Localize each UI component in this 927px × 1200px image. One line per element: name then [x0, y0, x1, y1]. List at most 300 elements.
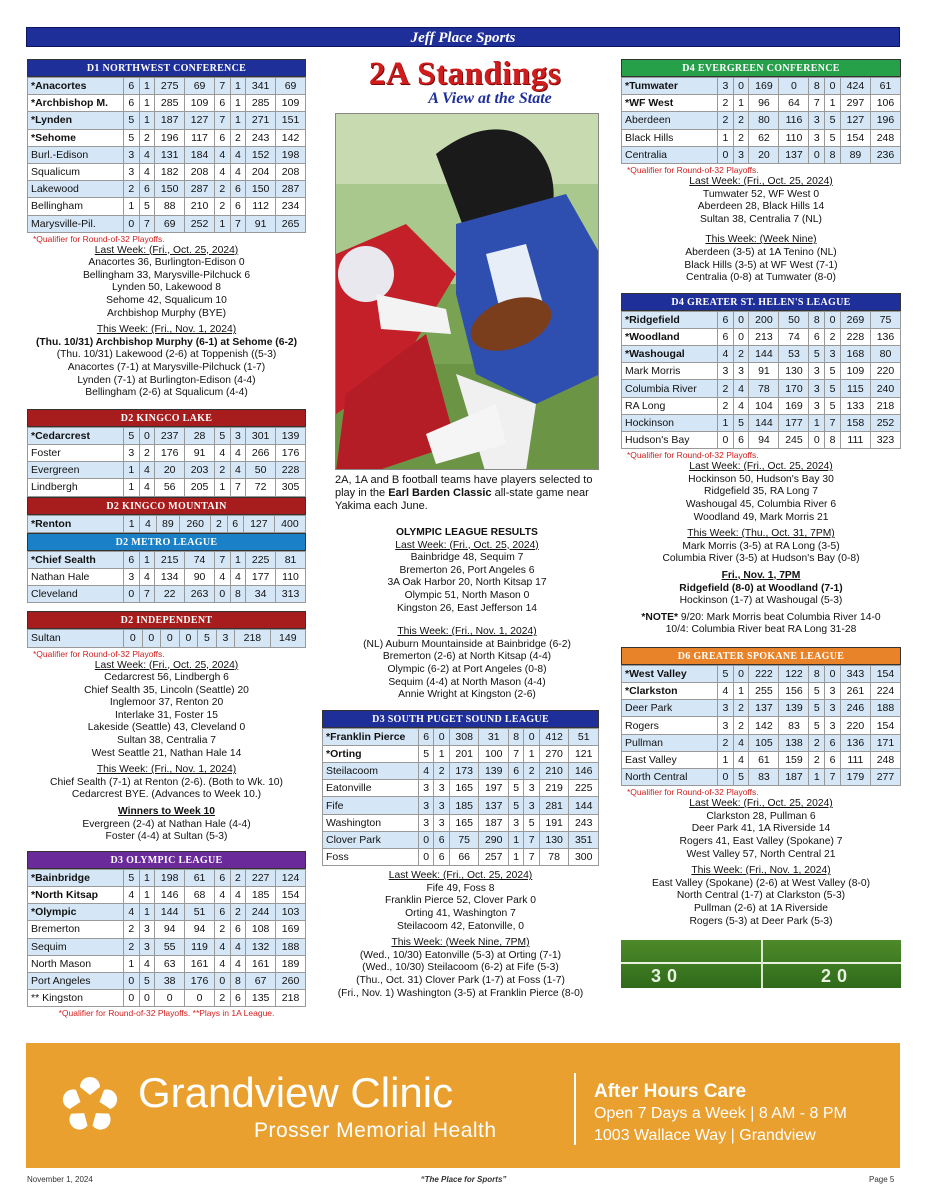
- result-line: Aberdeen (3-5) at 1A Tenino (NL): [685, 246, 837, 258]
- table-row: [622, 683, 901, 700]
- table-row: [323, 763, 599, 780]
- table-row: [28, 146, 306, 163]
- stat-cell: 182: [155, 163, 185, 180]
- clinic-name: Grandview Clinic: [138, 1069, 454, 1116]
- stat-cell: 1: [124, 462, 140, 479]
- stat-cell: 198: [276, 146, 306, 163]
- stat-cell: 55: [155, 938, 185, 955]
- stat-cell: 243: [246, 129, 276, 146]
- stat-cell: 4: [139, 462, 155, 479]
- stat-cell: 1: [230, 95, 246, 112]
- stat-cell: 5: [198, 630, 217, 647]
- result-line: Washougal 45, Columbia River 6: [685, 498, 837, 510]
- stat-cell: 2: [809, 734, 825, 751]
- stat-cell: 5: [124, 129, 140, 146]
- result-line: 3A Oak Harbor 20, North Kitsap 17: [387, 577, 547, 589]
- stat-cell: 248: [870, 751, 900, 768]
- stat-cell: 154: [276, 887, 306, 904]
- team-name: *Washougal: [622, 346, 718, 363]
- evergreen-header: D4 EVERGREEN CONFERENCE: [621, 59, 901, 77]
- stat-cell: 287: [185, 181, 215, 198]
- stat-cell: 7: [214, 551, 230, 568]
- stat-cell: 61: [870, 78, 900, 95]
- stat-cell: 2: [124, 938, 140, 955]
- table-row: [28, 112, 306, 129]
- stat-cell: 61: [185, 869, 215, 886]
- stat-cell: 1: [124, 955, 140, 972]
- stat-cell: 176: [155, 445, 185, 462]
- stat-cell: 6: [230, 181, 246, 198]
- result-line: East Valley (Spokane) (2-6) at West Valley (8-0): [651, 877, 871, 889]
- team-name: *Archbishop M.: [28, 95, 124, 112]
- stat-cell: 2: [139, 445, 155, 462]
- stat-cell: 154: [840, 129, 870, 146]
- stat-cell: 154: [870, 717, 900, 734]
- result-line: Sultan 38, Centralia 7 (NL): [700, 213, 822, 225]
- stat-cell: 7: [825, 769, 841, 786]
- stat-cell: 3: [434, 797, 449, 814]
- metro-table: [27, 551, 306, 604]
- team-name: Clover Park: [323, 831, 419, 848]
- table-row: [622, 769, 901, 786]
- stat-cell: 171: [870, 734, 900, 751]
- stat-cell: 7: [524, 831, 539, 848]
- stat-cell: 144: [749, 414, 779, 431]
- stat-cell: 4: [139, 479, 155, 496]
- stat-cell: 424: [840, 78, 870, 95]
- stat-cell: 1: [809, 414, 825, 431]
- stat-cell: 106: [870, 95, 900, 112]
- result-line: Hockinson 50, Hudson's Bay 30: [688, 473, 834, 485]
- stat-cell: 196: [870, 112, 900, 129]
- stat-cell: 74: [779, 328, 809, 345]
- stat-cell: 5: [825, 397, 841, 414]
- stat-cell: 2: [718, 397, 734, 414]
- stat-cell: 255: [749, 683, 779, 700]
- stat-cell: 4: [230, 146, 246, 163]
- table-row: [323, 849, 599, 866]
- team-name: Sequim: [28, 938, 124, 955]
- stat-cell: 2: [733, 346, 749, 363]
- stat-cell: 0: [733, 78, 749, 95]
- table-row: [622, 414, 901, 431]
- after-hours-title: After Hours Care: [594, 1081, 747, 1102]
- stat-cell: 3: [508, 814, 523, 831]
- stat-cell: 69: [185, 78, 215, 95]
- table-row: [622, 700, 901, 717]
- spsl-header: D3 SOUTH PUGET SOUND LEAGUE: [322, 710, 599, 728]
- stat-cell: 28: [185, 427, 215, 444]
- stat-cell: 94: [749, 432, 779, 449]
- stat-cell: 53: [779, 346, 809, 363]
- stat-cell: 1: [230, 78, 246, 95]
- stat-cell: 3: [419, 780, 434, 797]
- d1-results: Last Week: (Fri., Oct. 25, 2024) Anacortes 36, Burlington-Edison 0 Bellingham 33, Marysville-Pilchuck 6 Lynden 50, Lakewood 8 Sehome 42, Squalicum 10 Archbishop Murphy (BYE) This Week: (Fri., Nov. 1, 2024) (Thu. 10/31) Archbishop Murphy (6-1) at Sehome (6-2) (Thu. 10/31) Lakewood (2-6) at Toppenish ((5-3) Anacortes (7-1) at Marysville-Pilchuck (1-7) Lynden (7-1) at Burlington-Edison (4-4) Bellingham (2-6) at Squalicum (4-4): [27, 245, 306, 400]
- stat-cell: 146: [155, 887, 185, 904]
- stat-cell: 169: [276, 921, 306, 938]
- stat-cell: 108: [246, 921, 276, 938]
- stat-cell: 260: [276, 972, 306, 989]
- stat-cell: 8: [809, 78, 825, 95]
- clinic-address: 1003 Wallace Way | Grandview: [594, 1127, 816, 1144]
- stat-cell: 3: [809, 380, 825, 397]
- stat-cell: 1: [434, 745, 449, 762]
- result-line: Aberdeen 28, Black Hills 14: [697, 201, 825, 213]
- stat-cell: 3: [124, 445, 140, 462]
- evergreen-results: Last Week: (Fri., Oct. 25, 2024) Tumwater 52, WF West 0 Aberdeen 28, Black Hills 14 Sultan 38, Centralia 7 (NL) This Week: (Week Nine) Aberdeen (3-5) at 1A Tenino (NL) Black Hills (3-5) at WF West (7-1) Centralia (0-8) at Tumwater (8-0): [621, 176, 901, 285]
- stat-cell: 91: [246, 215, 276, 232]
- stat-cell: 245: [779, 432, 809, 449]
- stat-cell: 1: [124, 479, 140, 496]
- stat-cell: 0: [809, 146, 825, 163]
- stat-cell: 116: [779, 112, 809, 129]
- stat-cell: 63: [155, 955, 185, 972]
- stat-cell: 188: [870, 700, 900, 717]
- stat-cell: 5: [825, 380, 841, 397]
- stat-cell: 38: [155, 972, 185, 989]
- stat-cell: 3: [124, 146, 140, 163]
- stat-cell: 5: [809, 346, 825, 363]
- sthelens-results: Last Week: (Fri., Oct. 25, 2024) Hockinson 50, Hudson's Bay 30 Ridgefield 35, RA Long 7 Washougal 45, Columbia River 6 Woodland 49, Mark Morris 21 This Week: (Thu., Oct. 31, 7PM) Mark Morris (3-5) at RA Long (3-5) Columbia River (3-5) at Hudson's Bay (0-8) Fri., Nov. 1, 7PM Ridgefield (8-0) at Woodland (7-1) Hockinson (1-7) at Washougal (5-3) *NOTE* 9/20: Mark Morris beat Columbia River 14-0 10/4: Columbia River beat RA Long 31-28: [621, 461, 901, 637]
- result-line: Mark Morris (3-5) at RA Long (3-5): [682, 540, 840, 552]
- stat-cell: 1: [825, 95, 841, 112]
- table-row: [323, 780, 599, 797]
- stat-cell: 0: [142, 630, 161, 647]
- stat-cell: 151: [276, 112, 306, 129]
- result-line: Franklin Pierce 52, Clover Park 0: [384, 895, 537, 907]
- stat-cell: 4: [214, 146, 230, 163]
- clinic-logo-icon: [58, 1073, 122, 1137]
- stat-cell: 150: [246, 181, 276, 198]
- stat-cell: 176: [276, 445, 306, 462]
- team-name: *Ridgefield: [622, 311, 718, 328]
- table-row: [622, 346, 901, 363]
- stat-cell: 130: [539, 831, 569, 848]
- team-name: Steilacoom: [323, 763, 419, 780]
- stat-cell: 139: [779, 700, 809, 717]
- stat-cell: 144: [155, 904, 185, 921]
- stat-cell: 127: [243, 515, 274, 532]
- stat-cell: 4: [139, 955, 155, 972]
- stat-cell: 266: [246, 445, 276, 462]
- kingco-mountain-table: [27, 515, 306, 533]
- table-row: [622, 146, 901, 163]
- stat-cell: 3: [524, 780, 539, 797]
- result-line: Lynden 50, Lakewood 8: [112, 282, 221, 294]
- stat-cell: 2: [733, 700, 749, 717]
- stat-cell: 224: [870, 683, 900, 700]
- stat-cell: 50: [246, 462, 276, 479]
- stat-cell: 0: [434, 728, 449, 745]
- stat-cell: 132: [246, 938, 276, 955]
- stat-cell: 1: [139, 112, 155, 129]
- stat-cell: 6: [718, 311, 734, 328]
- stat-cell: 2: [214, 921, 230, 938]
- stat-cell: 4: [214, 445, 230, 462]
- stat-cell: 2: [434, 763, 449, 780]
- stat-cell: 189: [276, 955, 306, 972]
- stat-cell: 6: [825, 734, 841, 751]
- stat-cell: 1: [508, 831, 523, 848]
- stat-cell: 109: [185, 95, 215, 112]
- grandview-clinic-ad[interactable]: [26, 1043, 900, 1168]
- stat-cell: 0: [139, 427, 155, 444]
- stat-cell: 3: [139, 938, 155, 955]
- stat-cell: 4: [214, 955, 230, 972]
- stat-cell: 281: [539, 797, 569, 814]
- stat-cell: 4: [214, 163, 230, 180]
- stat-cell: 112: [246, 198, 276, 215]
- stat-cell: 187: [155, 112, 185, 129]
- stat-cell: 6: [230, 990, 246, 1007]
- stat-cell: 6: [214, 95, 230, 112]
- stat-cell: 137: [779, 146, 809, 163]
- result-line: Steilacoom 42, Eatonville, 0: [396, 920, 525, 932]
- result-line: Foster (4-4) at Sultan (5-3): [105, 831, 228, 843]
- team-name: Deer Park: [622, 700, 718, 717]
- stat-cell: 2: [139, 129, 155, 146]
- stat-cell: 0: [124, 586, 140, 603]
- stat-cell: 218: [235, 630, 270, 647]
- team-name: *Bainbridge: [28, 869, 124, 886]
- stat-cell: 5: [733, 414, 749, 431]
- stat-cell: 2: [230, 904, 246, 921]
- stat-cell: 305: [276, 479, 306, 496]
- stat-cell: 220: [840, 717, 870, 734]
- ad-divider: [574, 1073, 576, 1145]
- table-row: [28, 78, 306, 95]
- stat-cell: 4: [733, 380, 749, 397]
- stat-cell: 197: [479, 780, 509, 797]
- spsl-results: Last Week: (Fri., Oct. 25, 2024) Fife 49, Foss 8 Franklin Pierce 52, Clover Park 0 Orting 41, Washington 7 Steilacoom 42, Eatonville, 0 This Week: (Week Nine, 7PM) (Wed., 10/30) Eatonville (5-3) at Orting (7-1) (Wed., 10/30) Steilacoom (6-2) at Fife (5-3) (Thu., Oct. 31) Clover Park (1-7) at Foss (1-7) (Fri., Nov. 1) Washington (3-5) at Franklin Pierce (8-0): [322, 870, 599, 1000]
- table-row: [28, 479, 306, 496]
- team-name: ** Kingston: [28, 990, 124, 1007]
- result-line: Pullman (2-6) at 1A Riverside: [694, 902, 828, 914]
- stat-cell: 3: [825, 700, 841, 717]
- stat-cell: 400: [274, 515, 305, 532]
- team-name: Black Hills: [622, 129, 718, 146]
- table-row: [28, 869, 306, 886]
- stat-cell: 69: [155, 215, 185, 232]
- stat-cell: 5: [214, 427, 230, 444]
- stat-cell: 0: [124, 990, 140, 1007]
- stat-cell: 220: [870, 363, 900, 380]
- team-name: *Orting: [323, 745, 419, 762]
- stat-cell: 2: [124, 181, 140, 198]
- stat-cell: 121: [569, 745, 599, 762]
- stat-cell: 323: [870, 432, 900, 449]
- table-row: [28, 462, 306, 479]
- stat-cell: 5: [825, 112, 841, 129]
- stat-cell: 105: [749, 734, 779, 751]
- stat-cell: 8: [825, 146, 841, 163]
- right-column: [621, 59, 901, 988]
- result-line: Bainbridge 48, Sequim 7: [410, 552, 524, 564]
- stat-cell: 69: [276, 78, 306, 95]
- stat-cell: 228: [840, 328, 870, 345]
- left-column: [27, 59, 306, 1019]
- stat-cell: 5: [124, 427, 140, 444]
- stat-cell: 142: [749, 717, 779, 734]
- footer-date: November 1, 2024: [27, 1175, 93, 1184]
- stat-cell: 67: [246, 972, 276, 989]
- stat-cell: 127: [840, 112, 870, 129]
- stat-cell: 109: [276, 95, 306, 112]
- table-row: [28, 921, 306, 938]
- stat-cell: 200: [749, 311, 779, 328]
- stat-cell: 138: [779, 734, 809, 751]
- stat-cell: 1: [524, 745, 539, 762]
- stat-cell: 191: [539, 814, 569, 831]
- stat-cell: 2: [524, 763, 539, 780]
- stat-cell: 225: [246, 551, 276, 568]
- result-line: West Valley 57, North Central 21: [686, 848, 836, 860]
- stat-cell: 0: [718, 146, 734, 163]
- stat-cell: 177: [779, 414, 809, 431]
- stat-cell: 3: [434, 814, 449, 831]
- stat-cell: 2: [214, 181, 230, 198]
- result-line: West Seattle 21, Nathan Hale 14: [91, 747, 242, 759]
- stat-cell: 139: [479, 763, 509, 780]
- stat-cell: 204: [246, 163, 276, 180]
- result-line: Inglemoor 37, Renton 20: [109, 697, 224, 709]
- stat-cell: 7: [139, 586, 155, 603]
- stat-cell: 0: [155, 990, 185, 1007]
- stat-cell: 4: [419, 763, 434, 780]
- stat-cell: 271: [246, 112, 276, 129]
- stat-cell: 6: [230, 921, 246, 938]
- stat-cell: 2: [733, 112, 749, 129]
- stat-cell: 22: [155, 586, 185, 603]
- middle-column: [320, 57, 610, 1000]
- result-line: Columbia River (3-5) at Hudson's Bay (0-8): [662, 553, 860, 565]
- team-name: North Mason: [28, 955, 124, 972]
- stat-cell: 263: [185, 586, 215, 603]
- stat-cell: 159: [779, 751, 809, 768]
- stat-cell: 88: [155, 198, 185, 215]
- result-line: Evergreen (2-4) at Nathan Hale (4-4): [82, 818, 251, 830]
- stat-cell: 228: [276, 462, 306, 479]
- stat-cell: 3: [825, 346, 841, 363]
- result-line: Sultan 38, Centralia 7: [116, 735, 217, 747]
- stat-cell: 4: [718, 346, 734, 363]
- stat-cell: 4: [718, 683, 734, 700]
- stat-cell: 0: [214, 586, 230, 603]
- table-row: [622, 328, 901, 345]
- stat-cell: 2: [718, 112, 734, 129]
- stat-cell: 134: [155, 568, 185, 585]
- kingco-mountain-header: D2 KINGCO MOUNTAIN: [27, 497, 306, 515]
- stat-cell: 161: [185, 955, 215, 972]
- stat-cell: 146: [569, 763, 599, 780]
- stat-cell: 8: [809, 311, 825, 328]
- stat-cell: 4: [140, 515, 156, 532]
- stat-cell: 196: [155, 129, 185, 146]
- stat-cell: 351: [569, 831, 599, 848]
- stat-cell: 270: [539, 745, 569, 762]
- table-row: [28, 568, 306, 585]
- stat-cell: 290: [479, 831, 509, 848]
- stat-cell: 2: [733, 129, 749, 146]
- stat-cell: 3: [139, 921, 155, 938]
- stat-cell: 297: [840, 95, 870, 112]
- table-row: [28, 938, 306, 955]
- stat-cell: 3: [809, 112, 825, 129]
- team-name: Foster: [28, 445, 124, 462]
- stat-cell: 0: [419, 849, 434, 866]
- team-name: Lindbergh: [28, 479, 124, 496]
- stat-cell: 225: [569, 780, 599, 797]
- stat-cell: 61: [749, 751, 779, 768]
- stat-cell: 213: [749, 328, 779, 345]
- gsl-note: *Qualifier for Round-of-32 Playoffs.: [627, 787, 759, 798]
- stat-cell: 188: [276, 938, 306, 955]
- stat-cell: 2: [733, 717, 749, 734]
- stat-cell: 6: [124, 551, 140, 568]
- stat-cell: 94: [155, 921, 185, 938]
- stat-cell: 115: [840, 380, 870, 397]
- team-name: Evergreen: [28, 462, 124, 479]
- stat-cell: 7: [214, 112, 230, 129]
- table-row: [622, 112, 901, 129]
- stat-cell: 80: [749, 112, 779, 129]
- team-name: Cleveland: [28, 586, 124, 603]
- stat-cell: 0: [809, 432, 825, 449]
- table-row: [622, 363, 901, 380]
- team-name: *Clarkston: [622, 683, 718, 700]
- stat-cell: 1: [508, 849, 523, 866]
- stat-cell: 170: [779, 380, 809, 397]
- team-name: Sultan: [28, 630, 124, 647]
- team-name: East Valley: [622, 751, 718, 768]
- clinic-subtitle: Prosser Memorial Health: [254, 1119, 497, 1142]
- stat-cell: 0: [124, 215, 140, 232]
- stat-cell: 275: [155, 78, 185, 95]
- table-row: [622, 734, 901, 751]
- stat-cell: 78: [539, 849, 569, 866]
- stat-cell: 222: [749, 665, 779, 682]
- stat-cell: 3: [825, 683, 841, 700]
- stat-cell: 1: [733, 683, 749, 700]
- stat-cell: 5: [139, 972, 155, 989]
- stat-cell: 81: [276, 551, 306, 568]
- table-row: [28, 515, 306, 532]
- stat-cell: 150: [155, 181, 185, 198]
- stat-cell: 149: [270, 630, 305, 647]
- stat-cell: 4: [139, 163, 155, 180]
- olympic-results: OLYMPIC LEAGUE RESULTS Last Week: (Fri., Oct. 25, 2024) Bainbridge 48, Sequim 7 Bremerton 26, Port Angeles 6 3A Oak Harbor 20, North Kitsap 17 Olympic 51, North Mason 0 Kingston 26, East Jefferson 14 This Week: (Fri., Nov. 1, 2024) (NL) Auburn Mountainside at Bainbridge (6-2) Bremerton (2-6) at North Kitsap (4-4) Olympic (6-2) at Port Angeles (0-8) Sequim (4-4) at North Mason (4-4) Annie Wright at Kingston (2-6): [332, 527, 602, 702]
- stat-cell: 4: [733, 734, 749, 751]
- stat-cell: 3: [718, 363, 734, 380]
- result-line: Rogers 41, East Valley (Spokane) 7: [679, 836, 843, 847]
- table-row: [323, 728, 599, 745]
- stat-cell: 208: [276, 163, 306, 180]
- stat-cell: 173: [449, 763, 479, 780]
- stat-cell: 66: [449, 849, 479, 866]
- stat-cell: 7: [214, 78, 230, 95]
- sthelens-table: [621, 311, 901, 450]
- stat-cell: 240: [870, 380, 900, 397]
- stat-cell: 1: [214, 479, 230, 496]
- stat-cell: 7: [809, 95, 825, 112]
- stat-cell: 8: [508, 728, 523, 745]
- stat-cell: 111: [840, 751, 870, 768]
- d3-olympic-note: *Qualifier for Round-of-32 Playoffs. **Plays in 1A League.: [58, 1008, 275, 1019]
- result-line: Ridgefield 35, RA Long 7: [704, 486, 818, 498]
- stat-cell: 3: [733, 146, 749, 163]
- table-row: [28, 129, 306, 146]
- result-line: Clarkston 28, Pullman 6: [706, 810, 816, 822]
